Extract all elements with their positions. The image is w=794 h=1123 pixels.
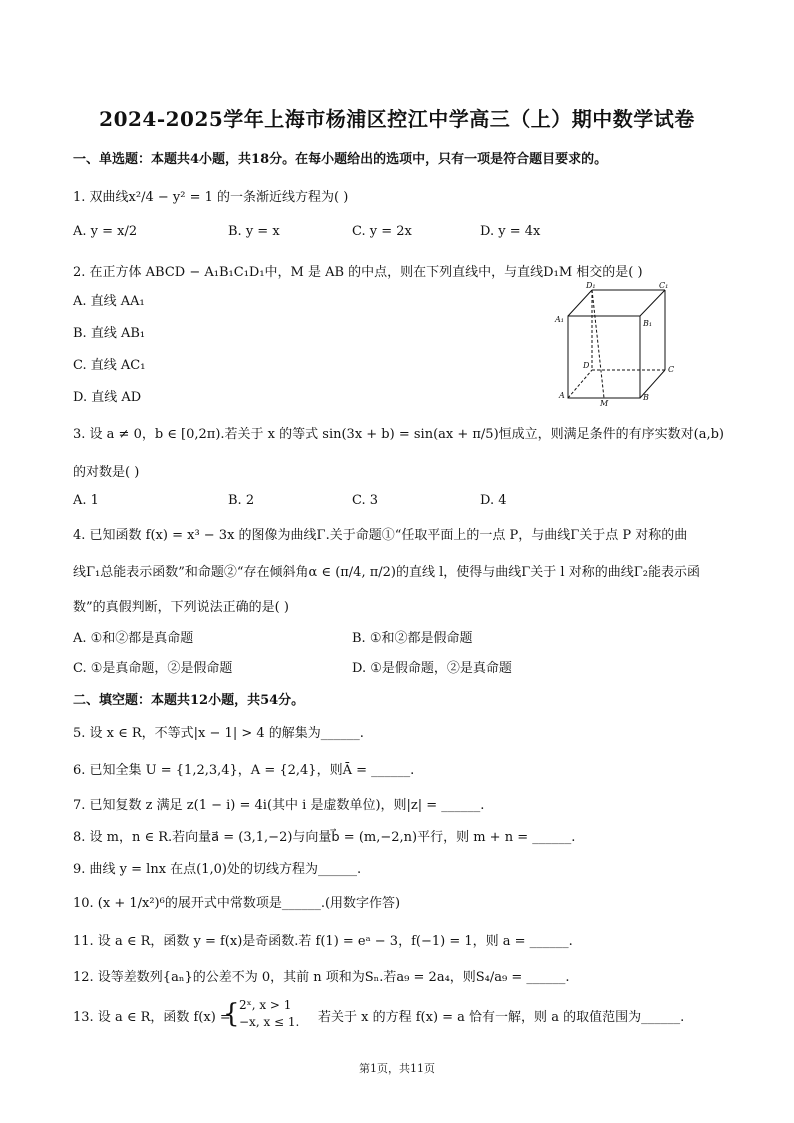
question-13-case-2: −x, x ≤ 1. (239, 1015, 300, 1029)
question-1-option-a: A. y = x/2 (73, 224, 138, 239)
cube-label-m: M (600, 399, 609, 406)
cube-label-d: D (583, 361, 590, 370)
question-3-option-b: B. 2 (228, 493, 255, 508)
cube-label-c: C (668, 365, 675, 374)
question-8: 8. 设 m，n ∈ R.若向量a⃗ = (3,1,−2)与向量b⃗ = (m,−2,n)平行，则 m + n = ______. (73, 830, 576, 845)
question-3-stem-line-2: 的对数是( ) (73, 465, 140, 480)
section-heading-fill-in: 二、填空题：本题共12小题，共54分。 (73, 693, 305, 708)
question-2-stem: 2. 在正方体 ABCD − A₁B₁C₁D₁中，M 是 AB 的中点，则在下列直线中，与直线D₁M 相交的是( ) (73, 265, 643, 280)
question-4-option-c: C. ①是真命题，②是假命题 (73, 661, 233, 676)
cube-label-a: A (559, 391, 565, 400)
question-4-option-a: A. ①和②都是真命题 (73, 631, 194, 646)
question-13-brace: { (223, 999, 240, 1029)
question-12: 12. 设等差数列{aₙ}的公差不为 0，其前 n 项和为Sₙ.若a₉ = 2a₄，则S₄/a₉ = ______. (73, 970, 570, 985)
page-title: 2024-2025学年上海市杨浦区控江中学高三（上）期中数学试卷 (99, 107, 695, 131)
cube-segment-d1m (592, 290, 604, 398)
question-1-option-b: B. y = x (228, 224, 280, 239)
question-11: 11. 设 a ∈ R，函数 y = f(x)是奇函数.若 f(1) = eᵃ − 3，f(−1) = 1，则 a = ______. (73, 934, 573, 949)
question-2-option-c: C. 直线 AC₁ (73, 358, 146, 373)
cube-label-a1: A₁ (555, 315, 564, 324)
question-3-option-c: C. 3 (352, 493, 379, 508)
question-3-stem-line-1: 3. 设 a ≠ 0，b ∈ [0,2π).若关于 x 的等式 sin(3x + b) = sin(ax + π/5)恒成立，则满足条件的有序实数对(a,b) (73, 427, 724, 442)
question-6: 6. 已知全集 U = {1,2,3,4}，A = {2,4}，则Ā = ______. (73, 763, 415, 778)
cube-label-b1: B₁ (643, 319, 653, 328)
cube-hidden-bottom-left-edge (568, 370, 592, 398)
question-2-option-d: D. 直线 AD (73, 390, 142, 405)
question-10: 10. (x + 1/x²)⁶的展开式中常数项是______.(用数字作答) (73, 896, 401, 911)
cube-top-left-edge (568, 290, 592, 316)
cube-figure (550, 278, 690, 406)
cube-label-c1: C₁ (659, 281, 669, 290)
question-13-suffix: 若关于 x 的方程 f(x) = a 恰有一解，则 a 的取值范围为______. (318, 1010, 685, 1025)
question-2-option-a: A. 直线 AA₁ (73, 294, 145, 309)
question-1-option-c: C. y = 2x (352, 224, 412, 239)
cube-top-right-edge (640, 290, 665, 316)
question-4-stem-line-2: 线Γ₁总能表示函数”和命题②“存在倾斜角α ∈ (π/4, π/2)的直线 l，使得与曲线Γ关于 l 对称的曲线Γ₂能表示函 (73, 565, 700, 580)
cube-label-d1: D₁ (586, 281, 596, 290)
question-5: 5. 设 x ∈ R，不等式|x − 1| > 4 的解集为______. (73, 726, 364, 741)
question-4-stem-line-3: 数”的真假判断，下列说法正确的是( ) (73, 600, 289, 615)
question-3-option-a: A. 1 (73, 493, 99, 508)
question-7: 7. 已知复数 z 满足 z(1 − i) = 4i(其中 i 是虚数单位)，则|z| = ______. (73, 798, 485, 813)
question-4-option-d: D. ①是假命题，②是真命题 (352, 661, 512, 676)
question-4-option-b: B. ①和②都是假命题 (352, 631, 473, 646)
section-heading-single-choice: 一、单选题：本题共4小题，共18分。在每小题给出的选项中，只有一项是符合题目要求的。 (73, 152, 608, 167)
question-13-case-1: 2ˣ, x > 1 (239, 998, 292, 1012)
question-9: 9. 曲线 y = lnx 在点(1,0)处的切线方程为______. (73, 862, 362, 877)
question-1-stem: 1. 双曲线x²/4 − y² = 1 的一条渐近线方程为( ) (73, 190, 349, 205)
question-3-option-d: D. 4 (480, 493, 507, 508)
page-footer: 第1页，共11页 (359, 1062, 435, 1075)
question-1-option-d: D. y = 4x (480, 224, 541, 239)
cube-label-b: B (643, 393, 649, 402)
question-13-prefix: 13. 设 a ∈ R，函数 f(x) = (73, 1010, 231, 1025)
question-2-option-b: B. 直线 AB₁ (73, 326, 146, 341)
question-4-stem-line-1: 4. 已知函数 f(x) = x³ − 3x 的图像为曲线Γ.关于命题①“任取平面上的一点 P，与曲线Γ关于点 P 对称的曲 (73, 528, 688, 543)
